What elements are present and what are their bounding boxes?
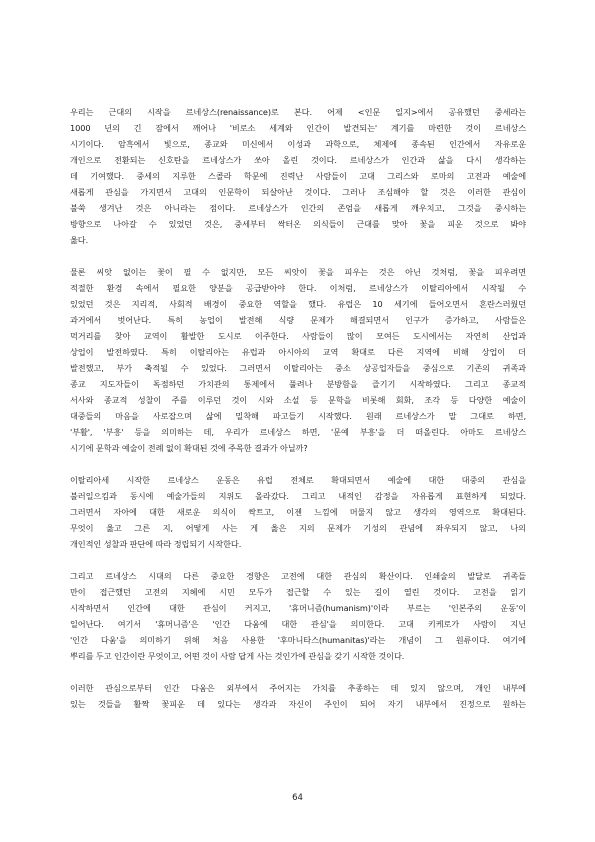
text-line: 불러일으킴과 동시에 예술가들의 지위도 올라갔다. 그리고 내적인 감정을 자유롭게 표현하게 되었다. <box>70 491 526 501</box>
text-line: 무엇이 옳고 그른 지, 어떻게 사는 게 옳은 지의 문제가 기성의 관념에 좌우되지 않고, 나의 <box>70 523 526 533</box>
text-line: 서사와 종교적 성찰이 주를 이루던 것이 시와 소설 등 문학을 비롯해 회화, 조각 등 다양한 예술이 <box>70 395 526 405</box>
text-line: 있는 것들을 활짝 꽃피운 데 있다는 생각과 자신이 주인이 되어 자기 내부에서 진정으로 원하는 <box>70 699 526 709</box>
text-line: 상업이 발전하였다. 특히 이탈리아는 유럽과 아시아의 교역 확대로 다른 지역에 비해 상업이 더 <box>70 347 526 357</box>
text-line: 발전했고, 부가 축적될 수 있었다. 그러면서 이탈리아는 중소 상공업자들을 중심으로 기존의 귀족과 <box>70 363 526 373</box>
text-line: 방향으로 나아갈 수 있었던 것은, 중세부터 싹터온 의식들이 근대를 맞아 꽃을 피운 것으로 봐야 <box>70 219 526 229</box>
text-line: 개인적인 성찰과 판단에 따라 정립되기 시작한다. <box>70 539 242 549</box>
text-line: 일어난다. 여기서 '휴머니즘'은 '인간 다움에 대한 관심'을 의미한다. 고대 키케로가 사람이 지닌 <box>70 619 526 629</box>
body-text <box>70 104 526 728</box>
text-line: 그러면서 자아에 대한 새로운 의식이 싹트고, 이젠 느낌에 머물지 않고 생각의 영역으로 확대된다. <box>70 507 526 517</box>
text-line: 물론 씨앗 없이는 꽃이 필 수 없지만, 모든 씨앗이 꽃을 피우는 것은 아닌 것처럼, 꽃을 피우려면 <box>70 267 526 277</box>
text-line: 시작하면서 인간에 대한 관심이 커지고, '휴머니즘(humanism)'이라 부르는 '인본주의 운동'이 <box>70 603 526 613</box>
text-line: 있었던 것은 지리적, 사회적 배경이 중요한 역할을 했다. 유럽은 10 세기에 들어오면서 혼란스러웠던 <box>70 299 526 309</box>
paragraph-1 <box>70 104 526 248</box>
text-line: 개인으로 전환되는 신호탄을 르네상스가 쏘아 올린 것이다. 르네상스가 인간과 삶을 다시 생각하는 <box>70 155 526 165</box>
text-line: 시기이다. 암흑에서 빛으로, 종교와 미신에서 이성과 과학으로, 체제에 종속된 인간에서 자유로운 <box>70 139 526 149</box>
text-line: 이탈리아세 시작한 르네상스 운동은 유럽 전체로 확대되면서 예술에 대한 대중의 관심을 <box>70 475 526 485</box>
text-line: 그리고 르네상스 시대의 다른 중요한 경향은 고전에 대한 관심의 확산이다. 인쇄술의 발달로 귀족들 <box>70 571 526 581</box>
text-line: 뿌리를 두고 인간이란 무엇이고, 어떤 것이 사람 답게 사는 것인가에 관심을 갖기 시작한 것이다. <box>70 651 405 661</box>
text-line: 만이 접근했던 고전의 지혜에 시민 모두가 접근할 수 있는 길이 열린 것이다. 고전을 읽기 <box>70 587 526 597</box>
text-line: 옳다. <box>70 235 89 245</box>
text-line: 과거에서 벗어난다. 특히 농업이 발전해 식량 문제가 해결되면서 인구가 증가하고, 사람들은 <box>70 315 526 325</box>
text-line: 먹거리를 찾아 교역이 활발한 도시로 이주한다. 사람들이 많이 모여든 도시에서는 자연히 산업과 <box>70 331 526 341</box>
text-line: 데 기여했다. 중세의 지루한 스콜라 학문에 진력난 사람들이 고대 그리스와 로마의 고전과 예술에 <box>70 171 526 181</box>
text-line: '부활', '부흥' 등을 의미하는 데, 우리가 르네상스 하면, '문예 부흥'을 더 떠올린다. 아마도 르네상스 <box>70 427 526 437</box>
text-line: 불쑥 생겨난 것은 아니라는 점이다. 르네상스가 인간의 존엄을 새롭게 깨우치고, 그것을 중시하는 <box>70 203 526 213</box>
text-line: '인간 다움'을 의미하기 위해 처음 사용한 '후마니타스(humanitas)'라는 개념이 그 원류이다. 여기에 <box>70 635 526 645</box>
paragraph-3 <box>70 472 526 552</box>
paragraph-5 <box>70 680 526 712</box>
text-line: 우리는 근대의 시작을 르네상스(renaissance)로 본다. 어제 <인문 일지>에서 공유했던 중세라는 <box>70 107 526 117</box>
text-line: 1000 년의 긴 잠에서 깨어나 '비로소 세계와 인간이 발견되는' 계기를 마련한 것이 르네상스 <box>70 123 526 133</box>
text-line: 대중들의 마음을 사로잡으며 삶에 밀착해 파고들기 시작했다. 원래 르네상스가 말 그대로 하면, <box>70 411 526 421</box>
text-line: 적절한 환경 속에서 필요한 양분을 공급받아야 한다. 이처럼, 르네상스가 이탈리아에서 시작될 수 <box>70 283 526 293</box>
page-number: 64 <box>292 793 303 803</box>
text-line: 이러한 관심으로부터 인간 다움은 외부에서 주어지는 가치를 추종하는 데 있지 않으며, 개인 내부에 <box>70 683 526 693</box>
paragraph-2 <box>70 264 526 456</box>
paragraph-4 <box>70 568 526 664</box>
text-line: 새롭게 관심을 가지면서 고대의 인문학이 되살아난 것이다. 그러나 조심해야 할 것은 이러한 관심이 <box>70 187 526 197</box>
text-line: 시기에 문학과 예술이 전례 없이 확대된 것에 주목한 결과가 아닐까? <box>70 443 308 453</box>
text-line: 종교 지도자들이 독점하던 가치관의 통제에서 풀려나 분방함을 즐기기 시작하였다. 그리고 종교적 <box>70 379 526 389</box>
